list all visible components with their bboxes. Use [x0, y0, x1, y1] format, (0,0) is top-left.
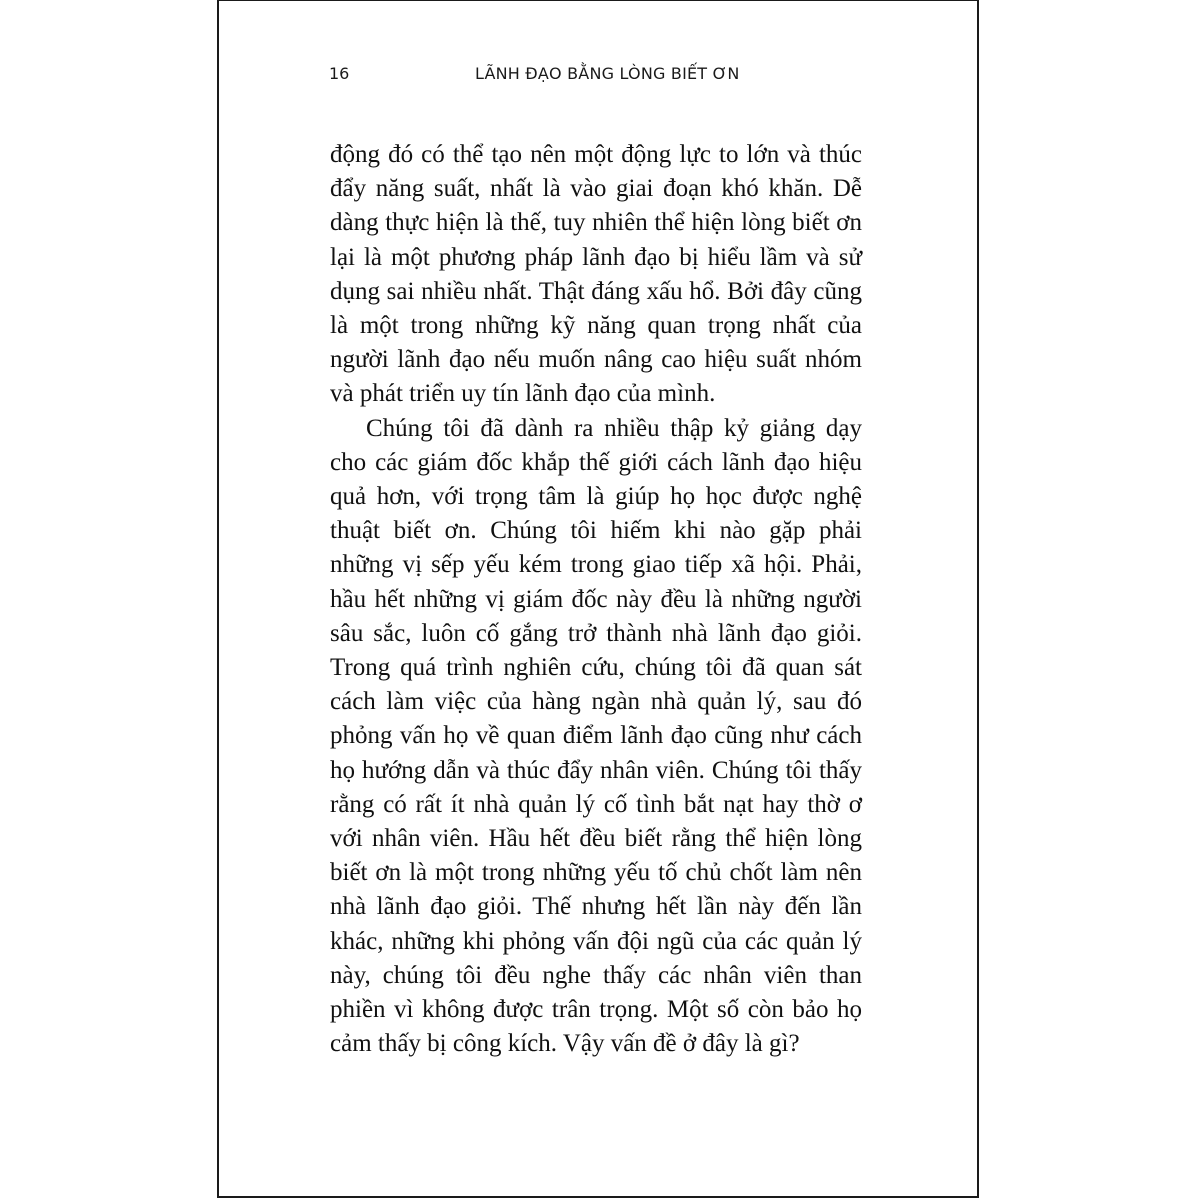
book-page	[217, 0, 979, 1198]
running-head	[219, 61, 977, 91]
paragraph-continued: động đó có thể tạo nên một động lực to lớn và thúc đẩy năng suất, nhất là vào giai đoạn khó khăn. Dễ dàng thực hiện là thế, tuy nhiên thể hiện lòng biết ơn lại là một phương pháp lãnh đạo bị hiểu lầm và sử dụng sai nhiều nhất. Thật đáng xấu hổ. Bởi đây cũng là một trong những kỹ năng quan trọng nhất của người lãnh đạo nếu muốn nâng cao hiệu suất nhóm và phát triển uy tín lãnh đạo của mình.	[330, 141, 862, 408]
body-text	[330, 138, 862, 1061]
book-title: LÃNH ĐẠO BẰNG LÒNG BIẾT ƠN	[475, 64, 740, 83]
page-number: 16	[329, 64, 350, 83]
paragraph: Chúng tôi đã dành ra nhiều thập kỷ giảng dạy cho các giám đốc khắp thế giới cách lãnh đạo hiệu quả hơn, với trọng tâm là giúp họ học được nghệ thuật biết ơn. Chúng tôi hiếm khi nào gặp phải những vị sếp yếu kém trong giao tiếp xã hội. Phải, hầu hết những vị giám đốc này đều là những người sâu sắc, luôn cố gắng trở thành nhà lãnh đạo giỏi. Trong quá trình nghiên cứu, chúng tôi đã quan sát cách làm việc của hàng ngàn nhà quản lý, sau đó phỏng vấn họ về quan điểm lãnh đạo cũng như cách họ hướng dẫn và thúc đẩy nhân viên. Chúng tôi thấy rằng có rất ít nhà quản lý cố tình bắt nạt hay thờ ơ với nhân viên. Hầu hết đều biết rằng thể hiện lòng biết ơn là một trong những yếu tố chủ chốt làm nên nhà lãnh đạo giỏi. Thế nhưng hết lần này đến lần khác, những khi phỏng vấn đội ngũ của các quản lý này, chúng tôi đều nghe thấy các nhân viên than phiền vì không được trân trọng. Một số còn bảo họ cảm thấy bị công kích. Vậy vấn đề ở đây là gì?	[330, 414, 862, 1058]
